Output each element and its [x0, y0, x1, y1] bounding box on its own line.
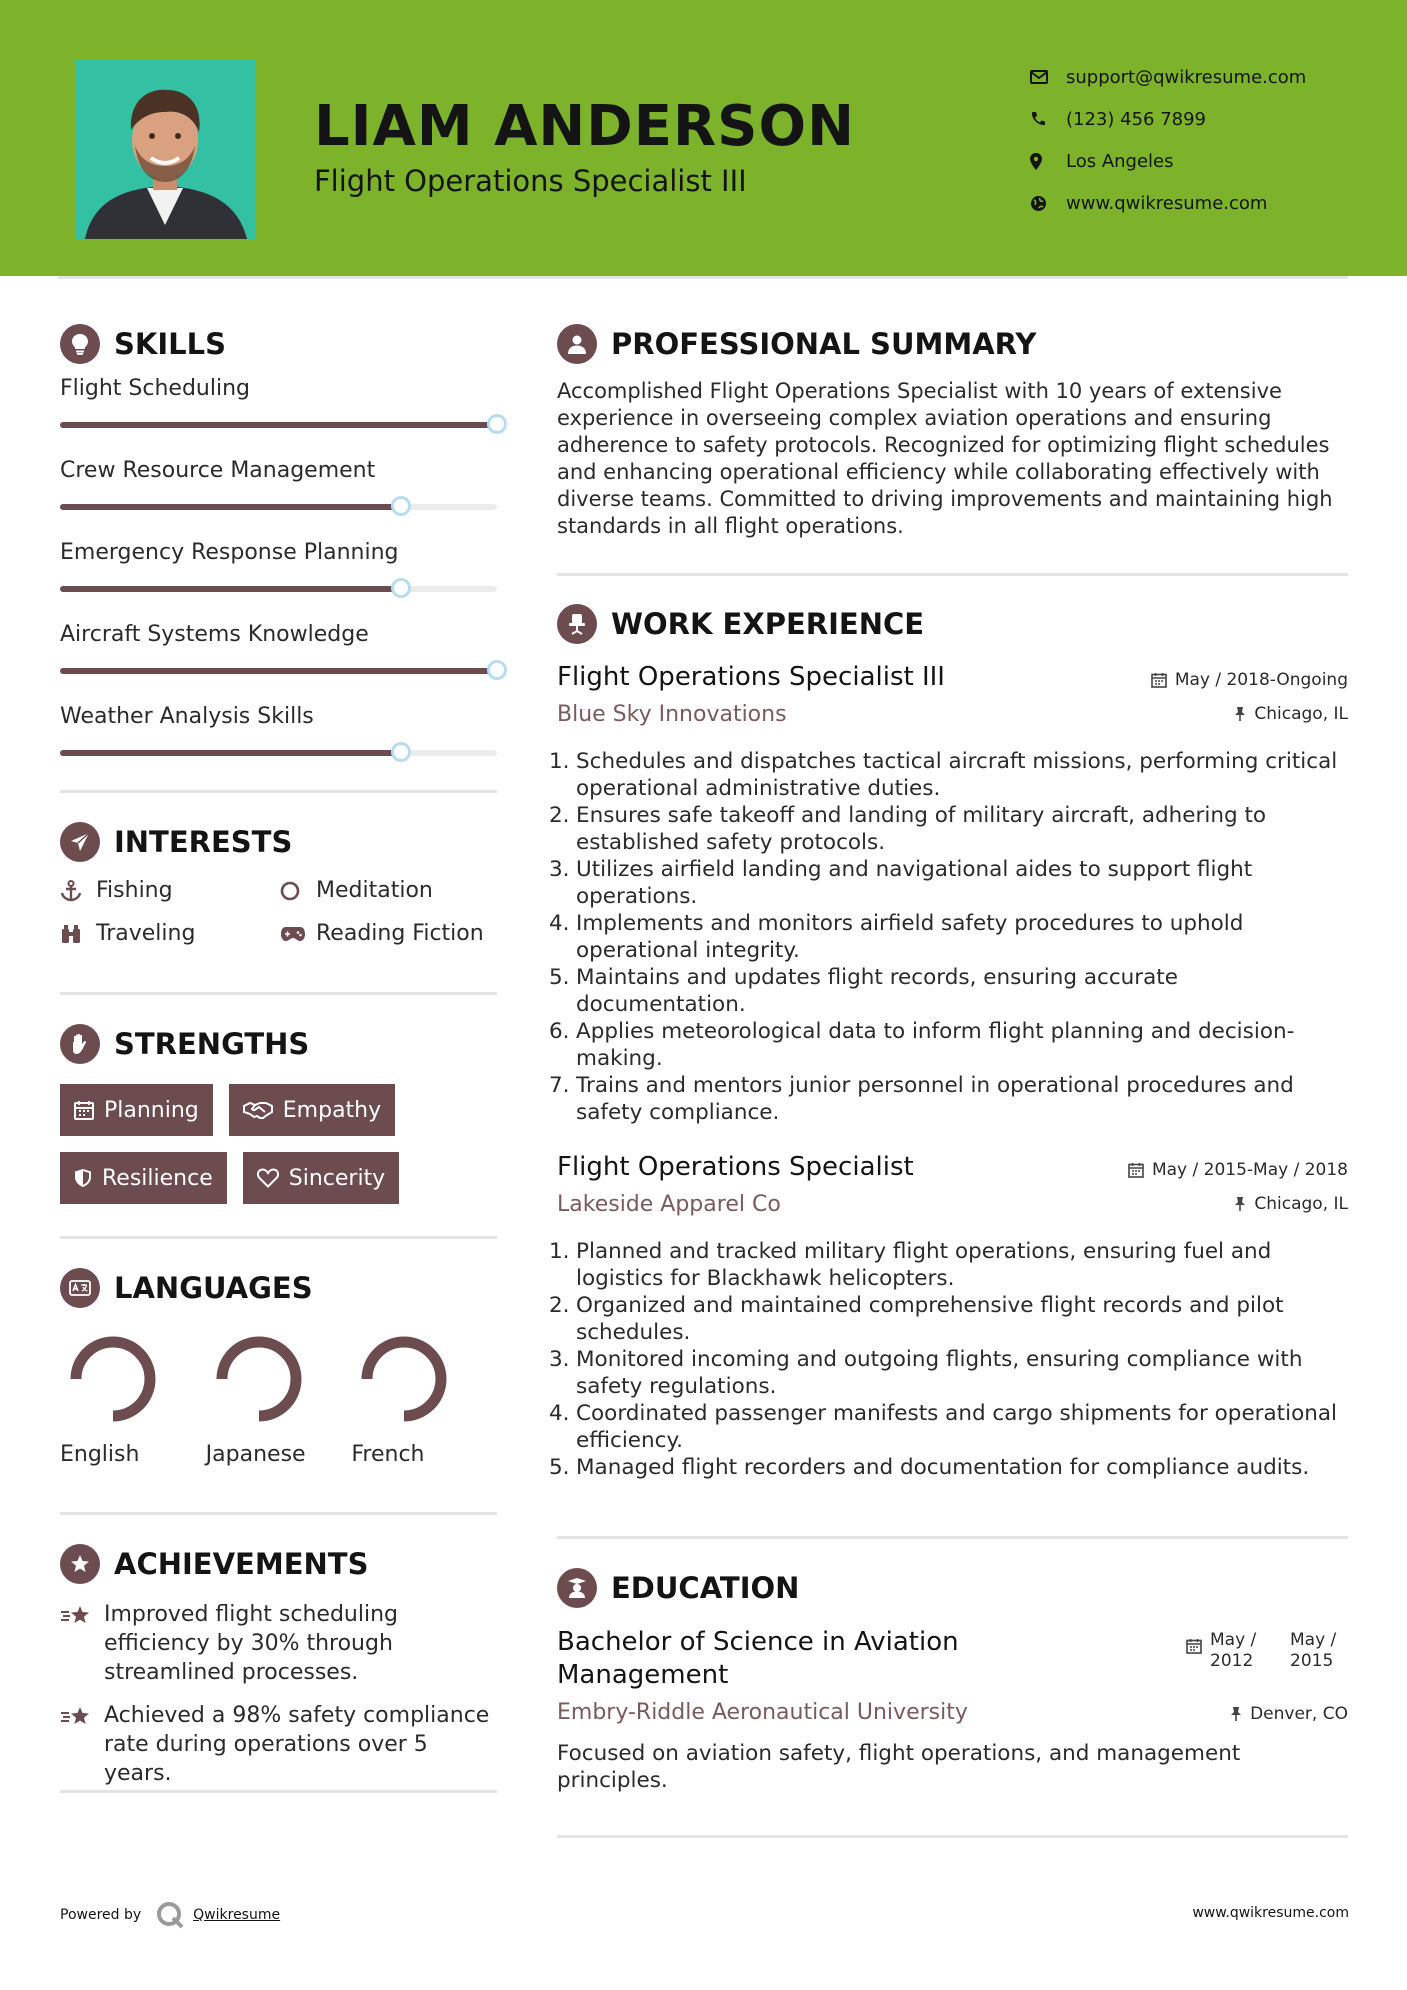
- job-location: [1234, 1194, 1348, 1214]
- section-divider: [557, 573, 1348, 576]
- location-pin-icon: [1030, 153, 1066, 170]
- translate-icon: [60, 1268, 100, 1308]
- language-name: Japanese: [205, 1442, 306, 1467]
- job-location: [1234, 704, 1348, 724]
- education-section: [557, 1568, 1348, 1794]
- job-company: Blue Sky Innovations: [557, 702, 787, 727]
- skill-name: Weather Analysis Skills: [60, 704, 314, 729]
- education-degree: Bachelor of Science in Aviation Management: [557, 1627, 959, 1690]
- languages-section: [60, 1268, 497, 1467]
- skill-name: Crew Resource Management: [60, 458, 376, 483]
- language-level-ring: [68, 1334, 158, 1424]
- candidate-title: Flight Operations Specialist III: [314, 164, 747, 198]
- hand-icon: [60, 1024, 100, 1064]
- language-item: [206, 1334, 352, 1467]
- achievement-text: Achieved a 98% safety compliance rate during operations over 5 years.: [104, 1703, 490, 1786]
- education-header: [557, 1626, 1348, 1736]
- qwikresume-link[interactable]: Qwikresume: [193, 1907, 281, 1923]
- job-duties: [549, 748, 1348, 1126]
- office-chair-icon: [557, 604, 597, 644]
- duty-text: Planned and tracked military flight operations, ensuring fuel and logistics for Blackhawk helicopters.: [576, 1239, 1272, 1291]
- language-level-arc: [222, 1342, 296, 1416]
- contact-website[interactable]: [1030, 182, 1306, 224]
- interest-item: [60, 878, 280, 903]
- job-location-text: Chicago, IL: [1254, 1194, 1348, 1214]
- pushpin-icon: [1234, 1196, 1246, 1212]
- strengths-section: [60, 1024, 497, 1204]
- strengths-heading: [60, 1024, 497, 1064]
- skill-bar: [60, 422, 497, 428]
- strength-label: Resilience: [102, 1165, 213, 1191]
- duty-text: Organized and maintained comprehensive flight records and pilot schedules.: [576, 1293, 1284, 1345]
- duty-item: 2. Organized and maintained comprehensive flight records and pilot schedules.: [557, 1292, 1348, 1346]
- duty-item: 7. Trains and mentors junior personnel in operational procedures and safety compliance.: [557, 1072, 1348, 1126]
- interest-label: Traveling: [96, 921, 196, 946]
- skill-bar-knob: [391, 578, 411, 598]
- skill-bar-fill: [60, 668, 497, 674]
- contact-location-text: Los Angeles: [1066, 150, 1174, 172]
- duty-text: Ensures safe takeoff and landing of military aircraft, adhering to established safety protocols.: [576, 803, 1267, 855]
- section-divider: [557, 1835, 1348, 1838]
- duty-item: 2. Ensures safe takeoff and landing of military aircraft, adhering to established safety protocols.: [557, 802, 1348, 856]
- strengths-list: [60, 1084, 497, 1204]
- education-location: [1230, 1704, 1348, 1724]
- skills-section: [60, 324, 497, 786]
- duty-item: 3. Monitored incoming and outgoing flights, ensuring compliance with safety regulations.: [557, 1346, 1348, 1400]
- calendar-icon: [1128, 1162, 1144, 1178]
- contact-email[interactable]: [1030, 56, 1306, 98]
- skill-bar-fill: [60, 586, 401, 592]
- pushpin-icon: [1234, 706, 1246, 722]
- duty-text: Managed flight recorders and documentation for compliance audits.: [576, 1455, 1310, 1480]
- interests-title: INTERESTS: [114, 825, 293, 859]
- education-school: Embry-Riddle Aeronautical University: [557, 1700, 968, 1725]
- contact-list: [1030, 56, 1306, 224]
- lightbulb-icon: [60, 324, 100, 364]
- language-name: French: [351, 1442, 425, 1467]
- duty-item: 1. Schedules and dispatches tactical aircraft missions, performing critical operational administrative duties.: [557, 748, 1348, 802]
- duty-text: Monitored incoming and outgoing flights, ensuring compliance with safety regulations.: [576, 1347, 1303, 1399]
- footer-website[interactable]: www.qwikresume.com: [1192, 1905, 1349, 1921]
- paper-plane-icon: [60, 822, 100, 862]
- strength-tag: [60, 1152, 227, 1204]
- skill-item: [60, 704, 497, 756]
- contact-website-text: www.qwikresume.com: [1066, 192, 1268, 214]
- section-divider: [60, 1512, 497, 1515]
- qwikresume-logo-icon: [155, 1900, 185, 1930]
- shield-icon: [74, 1168, 92, 1188]
- job-title: Flight Operations Specialist III: [557, 662, 945, 692]
- circle-icon: [280, 881, 316, 901]
- education-description: Focused on aviation safety, flight operations, and management principles.: [557, 1741, 1241, 1793]
- strength-tag: [243, 1152, 399, 1204]
- interests-section: [60, 822, 497, 946]
- job-duties: [549, 1238, 1348, 1481]
- contact-phone-text: (123) 456 7899: [1066, 108, 1207, 130]
- job-date-text: May / 2015-May / 2018: [1151, 1160, 1348, 1180]
- skill-bar-knob: [391, 496, 411, 516]
- duty-item: 4. Implements and monitors airfield safety procedures to uphold operational integrity.: [557, 910, 1348, 964]
- phone-icon: [1030, 111, 1066, 127]
- education-title: EDUCATION: [611, 1571, 800, 1605]
- skill-item: [60, 376, 497, 428]
- summary-text: Accomplished Flight Operations Specialist with 10 years of extensive experience in overseeing complex aviation operations and ensuring adherence to safety protocols. Recognized for optimizing flight schedules and enhancing operational efficiency while collaborating effectively with diverse teams. Committed to driving improvements and maintaining high standards in all flight operations.: [557, 379, 1333, 538]
- languages-list: [60, 1334, 497, 1467]
- duty-text: Trains and mentors junior personnel in operational procedures and safety compliance.: [576, 1073, 1294, 1125]
- strength-label: Planning: [104, 1097, 199, 1123]
- duty-item: 5. Maintains and updates flight records, ensuring accurate documentation.: [557, 964, 1348, 1018]
- powered-by-text: Powered by: [60, 1907, 142, 1923]
- skill-bar-knob: [391, 742, 411, 762]
- globe-icon: [1030, 195, 1066, 212]
- interests-list: [60, 878, 497, 946]
- candidate-name: LIAM ANDERSON: [314, 94, 855, 159]
- duty-text: Implements and monitors airfield safety procedures to uphold operational integrity.: [576, 911, 1244, 963]
- duty-text: Applies meteorological data to inform flight planning and decision-making.: [576, 1019, 1295, 1071]
- skills-heading: [60, 324, 497, 364]
- job-company: Lakeside Apparel Co: [557, 1192, 781, 1217]
- email-icon: [1030, 70, 1066, 84]
- job-date: [1151, 670, 1348, 690]
- header-divider: [58, 276, 1348, 279]
- interest-item: [60, 921, 280, 946]
- calendar-icon: [74, 1100, 94, 1120]
- language-level-ring: [359, 1334, 449, 1424]
- languages-heading: [60, 1268, 497, 1308]
- job-location-text: Chicago, IL: [1254, 704, 1348, 724]
- achievement-text: Improved flight scheduling efficiency by 30% through streamlined processes.: [104, 1602, 398, 1685]
- profile-photo: [75, 60, 256, 239]
- language-level-arc: [76, 1342, 150, 1416]
- achievements-section: [60, 1544, 497, 1788]
- star-badge-icon: [60, 1544, 100, 1584]
- skill-bar: [60, 668, 497, 674]
- skill-bar: [60, 504, 497, 510]
- duty-item: 3. Utilizes airfield landing and navigational aides to support flight operations.: [557, 856, 1348, 910]
- duty-text: Coordinated passenger manifests and cargo shipments for operational efficiency.: [576, 1401, 1338, 1453]
- graduate-icon: [557, 1568, 597, 1608]
- calendar-icon: [1186, 1630, 1202, 1660]
- education-entry: [557, 1626, 1348, 1794]
- gamepad-icon: [280, 926, 316, 942]
- education-heading: [557, 1568, 1348, 1608]
- duty-text: Maintains and updates flight records, ensuring accurate documentation.: [576, 965, 1178, 1017]
- achievements-title: ACHIEVEMENTS: [114, 1547, 369, 1581]
- section-divider: [60, 1236, 497, 1239]
- skill-item: [60, 540, 497, 592]
- section-divider: [60, 790, 497, 793]
- contact-phone[interactable]: [1030, 98, 1306, 140]
- shooting-star-icon: [60, 1701, 104, 1788]
- experience-heading: [557, 604, 1348, 644]
- strength-label: Empathy: [282, 1097, 382, 1123]
- achievement-item: [60, 1701, 497, 1788]
- summary-section: [557, 324, 1348, 540]
- job-header: [557, 662, 1348, 734]
- strength-tag: [60, 1084, 213, 1136]
- skill-bar-knob: [487, 660, 507, 680]
- interest-item: [280, 878, 500, 903]
- duty-item: 6. Applies meteorological data to inform flight planning and decision-making.: [557, 1018, 1348, 1072]
- summary-heading: [557, 324, 1348, 364]
- skill-bar-fill: [60, 750, 401, 756]
- job-title: Flight Operations Specialist: [557, 1152, 914, 1182]
- contact-location: [1030, 140, 1306, 182]
- language-name: English: [60, 1442, 140, 1467]
- summary-title: PROFESSIONAL SUMMARY: [611, 327, 1037, 361]
- duty-item: 1. Planned and tracked military flight operations, ensuring fuel and logistics for Blackhawk helicopters.: [557, 1238, 1348, 1292]
- interest-item: [280, 921, 500, 946]
- calendar-icon: [1151, 672, 1167, 688]
- user-icon: [557, 324, 597, 364]
- skill-name: Flight Scheduling: [60, 376, 250, 401]
- duty-text: Schedules and dispatches tactical aircraft missions, performing critical operational administrative duties.: [576, 749, 1338, 801]
- duty-item: 5. Managed flight recorders and documentation for compliance audits.: [549, 1455, 1310, 1480]
- strengths-title: STRENGTHS: [114, 1027, 310, 1061]
- section-divider: [60, 1790, 497, 1793]
- interest-label: Meditation: [316, 878, 433, 903]
- anchor-icon: [60, 880, 96, 902]
- job-entry: [549, 1152, 1348, 1481]
- section-divider: [60, 992, 497, 995]
- language-level-ring: [214, 1334, 304, 1424]
- pushpin-icon: [1230, 1706, 1242, 1722]
- section-divider: [557, 1536, 1348, 1539]
- duty-text: Utilizes airfield landing and navigational aides to support flight operations.: [576, 857, 1253, 909]
- education-dates: [1186, 1630, 1348, 1672]
- skill-item: [60, 458, 497, 510]
- contact-email-text: support@qwikresume.com: [1066, 66, 1307, 88]
- skill-bar-knob: [487, 414, 507, 434]
- languages-title: LANGUAGES: [114, 1271, 313, 1305]
- heart-icon: [257, 1168, 279, 1188]
- job-header: [557, 1152, 1348, 1224]
- experience-section: [549, 604, 1348, 1481]
- education-start: May / 2012: [1210, 1630, 1257, 1671]
- experience-title: WORK EXPERIENCE: [611, 607, 925, 641]
- skill-bar: [60, 750, 497, 756]
- skill-name: Aircraft Systems Knowledge: [60, 622, 369, 647]
- strength-label: Sincerity: [288, 1165, 386, 1191]
- skill-name: Emergency Response Planning: [60, 540, 399, 565]
- interests-heading: [60, 822, 497, 862]
- achievements-heading: [60, 1544, 497, 1584]
- job-date-text: May / 2018-Ongoing: [1174, 670, 1348, 690]
- achievement-item: [60, 1600, 497, 1687]
- language-item: [351, 1334, 497, 1467]
- footer-powered-by: [60, 1900, 280, 1930]
- shooting-star-icon: [60, 1600, 104, 1687]
- skill-bar: [60, 586, 497, 592]
- skills-title: SKILLS: [114, 327, 226, 361]
- skill-bar-fill: [60, 504, 401, 510]
- skill-bar-fill: [60, 422, 497, 428]
- binoculars-icon: [60, 923, 96, 945]
- duty-item: 4. Coordinated passenger manifests and cargo shipments for operational efficiency.: [557, 1400, 1348, 1454]
- resume-header: [0, 0, 1407, 276]
- handshake-icon: [243, 1100, 273, 1120]
- interest-label: Fishing: [96, 878, 173, 903]
- job-entry: [549, 662, 1348, 1126]
- language-level-arc: [367, 1342, 441, 1416]
- job-date: [1128, 1160, 1348, 1180]
- education-end: May / 2015: [1290, 1630, 1337, 1671]
- language-item: [60, 1334, 206, 1467]
- skills-list: [60, 376, 497, 756]
- skill-item: [60, 622, 497, 674]
- education-location-text: Denver, CO: [1250, 1704, 1348, 1724]
- interest-label: Reading Fiction: [316, 921, 484, 946]
- strength-tag: [229, 1084, 395, 1136]
